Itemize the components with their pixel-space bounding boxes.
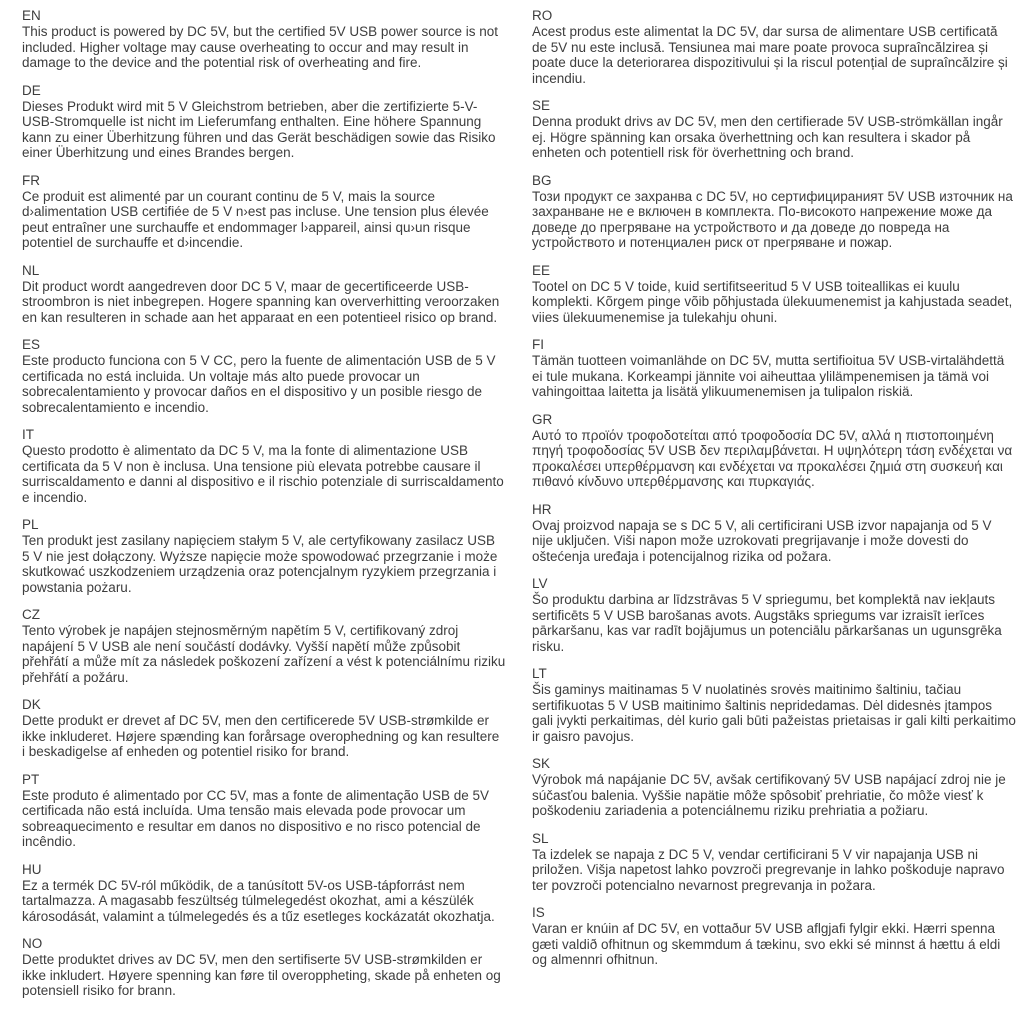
language-code: SL — [532, 830, 549, 846]
language-section-sl — [532, 831, 1016, 894]
language-code: EE — [532, 262, 551, 278]
language-section-lt — [532, 666, 1016, 744]
language-section-is — [532, 905, 1016, 968]
warning-text: Ta izdelek se napaja z DC 5 V, vendar certificirani 5 V vir napajanja USB ni priložen. Višja napetost lahko povzroči pregrevanje in lahko poškoduje napravo ter povzroči potencialno nevarnost pregrevanja in požara. — [532, 846, 1005, 893]
language-section-hu — [22, 862, 506, 925]
language-code: NO — [22, 936, 43, 951]
language-section-se — [532, 98, 1016, 161]
warning-text: Ovaj proizvod napaja se s DC 5 V, ali certificirani USB izvor napajanja od 5 V nije uključen. Viši napon može uzrokovati pregrijavanje i može dovesti do oštećenja uređaja i potencijalnog rizika od požara. — [532, 517, 992, 564]
warning-text: Dieses Produkt wird mit 5 V Gleichstrom betrieben, aber die zertifizierte 5-V-USB-Stromquelle ist nicht im Lieferumfang enthalten. Eine höhere Spannung kann zu einer Überhitzung führen und das Gerät beschädigen sowie das Risiko einer Überhitzung und eines Brandes bergen. — [22, 98, 496, 160]
language-code: SK — [532, 756, 551, 771]
language-section-dk — [22, 697, 506, 760]
warning-text: Denna produkt drivs av DC 5V, men den certifierade 5V USB-strömkällan ingår ej. Högre spänning kan orsaka överhettning och kan resultera i skador på enheten och potentiell risk för överhettning och brand. — [532, 114, 1003, 160]
warning-text: Šis gaminys maitinamas 5 V nuolatinės srovės maitinimo šaltiniu, tačiau sertifikuotas 5 V USB maitinimo šaltinis nepridedamas. Dėl didesnės įtampos gali įvykti perkaitimas, dėl kurio gali būti pažeistas prietaisas ir gali kilti perkaitimo ir gaisro pavojus. — [532, 682, 1016, 744]
language-code: FR — [22, 172, 40, 188]
warning-text: Tento výrobek je napájen stejnosměrným napětím 5 V, certifikovaný zdroj napájení 5 V USB ale není součástí dodávky. Vyšší napětí může způsobit přehřátí a může mít za následek poškození zařízení a vést k potenciálnímu riziku přehřátí a požáru. — [22, 623, 506, 685]
language-section-hr — [532, 502, 1016, 565]
warning-text: Dette produktet drives av DC 5V, men den sertifiserte 5V USB-strømkilden er ikke inkludert. Høyere spenning kan føre til overoppheting, skade på enheten og potensiell risiko for brann. — [22, 952, 501, 998]
language-code: BG — [532, 172, 552, 188]
language-code: PL — [22, 517, 39, 532]
language-section-de — [22, 83, 506, 161]
warning-text: Този продукт се захранва с DC 5V, но сертифицираният 5V USB източник на захранване не е включен в комплекта. По-високото напрежение може да доведе до прегряване на устройството и да доведе до повреда на устройството и потенциален риск от прегряване и пожар. — [532, 188, 1013, 250]
language-section-fi — [532, 337, 1016, 400]
warning-text: Dette produkt er drevet af DC 5V, men den certificerede 5V USB-strømkilde er ikke inkluderet. Højere spænding kan forårsage overophedning og kan resultere i beskadigelse af enheden og potentiel risiko for brand. — [22, 713, 500, 759]
language-section-lv — [532, 576, 1016, 654]
language-code: HU — [22, 861, 42, 877]
warning-text: Tootel on DC 5 V toide, kuid sertifitseeritud 5 V USB toiteallikas ei kuulu komplekti. Kõrgem pinge võib põhjustada ülekuumenemist ja kahjustada seadet, viies ülekuumenemise ja tulekahju ohuni. — [532, 278, 1013, 325]
warning-text: Tämän tuotteen voimanlähde on DC 5V, mutta sertifioitua 5V USB-virtalähdettä ei tule mukana. Korkeampi jännite voi aiheuttaa ylilämpenemisen ja tämä voi vahingoittaa laitetta ja lisätä ylikuumenemisen ja tulipalon riskiä. — [532, 353, 1005, 399]
language-section-nl — [22, 263, 506, 326]
language-code: ES — [22, 337, 41, 352]
language-code: LV — [532, 576, 548, 591]
language-code: IT — [22, 427, 34, 442]
language-code: EN — [22, 8, 41, 23]
language-code: DK — [22, 697, 41, 712]
warning-text: This product is powered by DC 5V, but the certified 5V USB power source is not included. Higher voltage may cause overheating to occur and may result in damage to the device and the potential risk of overheating and fire. — [22, 24, 498, 70]
language-code: RO — [532, 8, 553, 23]
language-section-bg — [532, 173, 1016, 251]
language-section-ee — [532, 263, 1016, 326]
language-code: GR — [532, 411, 553, 427]
language-code: PT — [22, 771, 40, 787]
language-section-ro — [532, 8, 1016, 86]
warning-text: Αυτό το προϊόν τροφοδοτείται από τροφοδοσία DC 5V, αλλά η πιστοποιημένη πηγή τροφοδοσίας 5V USB δεν περιλαμβάνεται. Η υψηλότερη τάση ενδέχεται να προκαλέσει υπερθέρμανση και ενδέχεται να προκαλέσει ζημιά στη συσκευή και πιθανό κίνδυνο υπερθέρμανσης και πυρκαγιάς. — [532, 427, 1013, 489]
warning-text: Ez a termék DC 5V-ról működik, de a tanúsított 5V-os USB-tápforrást nem tartalmazza. A magasabb feszültség túlmelegedést okozhat, ami a készülék károsodását, valamint a túlmelegedés és a tűz esetleges kockázatát okozhatja. — [22, 877, 495, 924]
warning-text: Este produto é alimentado por CC 5V, mas a fonte de alimentação USB de 5V certificada não está incluída. Uma tensão mais elevada pode provocar um sobreaquecimento e resultar em danos no dispositivo e no risco potencial de incêndio. — [22, 787, 490, 849]
language-section-es — [22, 337, 506, 415]
language-code: SE — [532, 98, 551, 113]
warning-text: Ten produkt jest zasilany napięciem stałym 5 V, ale certyfikowany zasilacz USB 5 V nie jest dołączony. Wyższe napięcie może spowodować przegrzanie i może skutkować uszkodzeniem urządzenia oraz potencjalnym ryzykiem przegrzania i powstania pożaru. — [22, 533, 498, 595]
language-section-fr — [22, 173, 506, 251]
language-section-no — [22, 936, 506, 999]
language-section-it — [22, 427, 506, 505]
warning-text: Questo prodotto è alimentato da DC 5 V, ma la fonte di alimentazione USB certificata da 5 V non è inclusa. Una tensione più elevata potrebbe causare il surriscaldamento e danni al dispositivo e il rischio potenziale di surriscaldamento e incendio. — [22, 443, 504, 505]
language-section-cz — [22, 607, 506, 685]
language-section-pl — [22, 517, 506, 595]
warning-text: Varan er knúin af DC 5V, en vottaður 5V USB aflgjafi fylgir ekki. Hærri spenna gæti valdið ofhitnun og skemmdum á tækinu, svo ekki sé minnst á hættu á eldi og almennri ofhitnun. — [532, 921, 1001, 967]
language-code: FI — [532, 337, 544, 352]
language-code: CZ — [22, 607, 40, 622]
warning-text: Este producto funciona con 5 V CC, pero la fuente de alimentación USB de 5 V certificada no está incluida. Un voltaje más alto puede provocar un sobrecalentamiento y provocar daños en el dispositivo y un posible riesgo de sobrecalentamiento e incendio. — [22, 353, 496, 415]
language-section-sk — [532, 756, 1016, 819]
language-code: DE — [22, 82, 41, 98]
warning-text: Dit product wordt aangedreven door DC 5 V, maar de gecertificeerde USB-stroombron is niet inbegrepen. Hogere spanning kan oververhitting veroorzaken en kan resulteren in schade aan het apparaat en een potentieel risico op brand. — [22, 278, 500, 325]
language-code: LT — [532, 666, 547, 681]
language-code: HR — [532, 501, 552, 517]
warning-text: Výrobok má napájanie DC 5V, avšak certifikovaný 5V USB napájací zdroj nie je súčasťou balenia. Vyššie napätie môže spôsobiť prehriatie, čo môže viesť k poškodeniu zariadenia a potenciálnemu riziku prehriatia a požiaru. — [532, 772, 1006, 818]
language-section-gr — [532, 412, 1016, 490]
left-column — [22, 8, 506, 1011]
language-section-en — [22, 8, 506, 71]
warning-text: Šo produktu darbina ar līdzstrāvas 5 V spriegumu, bet komplektā nav iekļauts sertificēts 5 V USB barošanas avots. Augstāks spriegums var izraisīt ierīces pārkaršanu, kas var radīt bojājumus un potenciālu pārkaršanas un ugunsgrēka risku. — [532, 592, 1002, 654]
warning-text: Acest produs este alimentat la DC 5V, dar sursa de alimentare USB certificată de 5V nu este inclusă. Tensiunea mai mare poate provoca supraîncălzirea și poate duce la deteriorarea dispozitivului și la riscul potențial de supraîncălzire și incendiu. — [532, 24, 1008, 86]
language-code: NL — [22, 262, 40, 278]
right-column — [532, 8, 1016, 1011]
warning-text: Ce produit est alimenté par un courant continu de 5 V, mais la source d›alimentation USB certifiée de 5 V n›est pas incluse. Une tension plus élevée peut entraîner une surchauffe et endommager l›appareil, ainsi qu›un risque potentiel de surchauffe et d›incendie. — [22, 188, 489, 250]
language-section-pt — [22, 772, 506, 850]
language-code: IS — [532, 905, 545, 920]
